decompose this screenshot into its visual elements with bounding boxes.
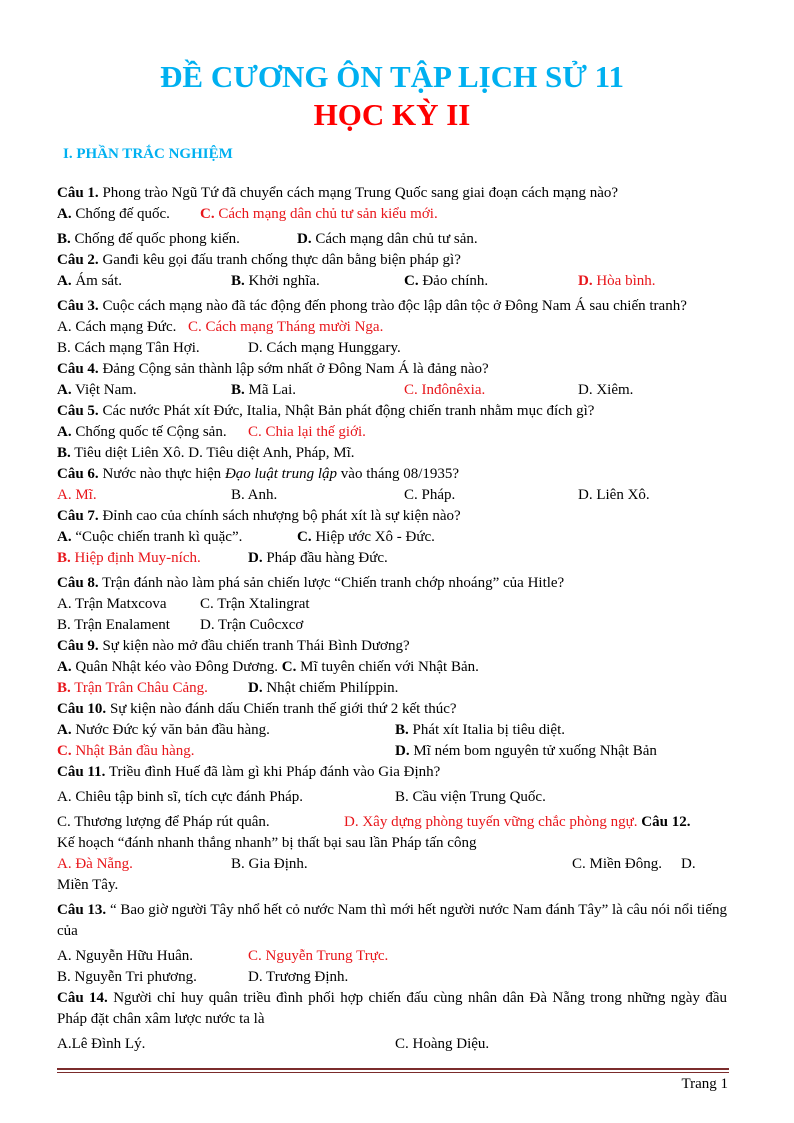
options-row	[57, 678, 727, 699]
option-c: C. Hiệp ước Xô - Đức.	[297, 529, 435, 545]
option-b-answer: B. Hiệp định Muy-ních.	[57, 550, 201, 566]
question-6: Câu 6. Nước nào thực hiện Đạo luật trung lập vào tháng 08/1935?	[57, 466, 460, 482]
question-7: Câu 7. Đỉnh cao của chính sách nhượng bộ phát xít là sự kiện nào?	[57, 508, 461, 524]
options-row	[57, 548, 727, 569]
question-8: Câu 8. Trận đánh nào làm phá sản chiến lược “Chiến tranh chớp nhoáng” của Hitle?	[57, 575, 565, 591]
options-row	[57, 338, 727, 359]
option-a-answer: A. Mĩ.	[57, 487, 97, 503]
option-b: B. Phát xít Italia bị tiêu diệt.	[395, 722, 565, 738]
option-d-answer: D. Hòa bình.	[578, 273, 656, 289]
options-row	[57, 946, 727, 967]
option-c: C. Miền Đông.	[572, 856, 662, 872]
option-d: D. Trương Định.	[248, 969, 349, 985]
options-row	[57, 720, 727, 741]
option-b: B. Cách mạng Tân Hợi.	[57, 340, 200, 356]
question-9: Câu 9. Sự kiện nào mở đầu chiến tranh Thái Bình Dương?	[57, 638, 410, 654]
option-a-answer: A. Đà Nẵng.	[57, 856, 133, 872]
option-c: C. Pháp.	[404, 487, 456, 503]
option-a: A. “Cuộc chiến tranh kì quặc”.	[57, 529, 243, 545]
options-row	[57, 443, 727, 464]
option-a: A. Ám sát.	[57, 273, 123, 289]
option-d-prefix: D.	[681, 856, 696, 872]
option-d-text: Miền Tây.	[57, 877, 119, 893]
question-2: Câu 2. Ganđi kêu gọi đấu tranh chống thực dân bằng biện pháp gì?	[57, 252, 461, 268]
option-a: A. Cách mạng Đức.	[57, 319, 177, 335]
option-a: A. Chống đế quốc.	[57, 206, 170, 222]
option-b: B. Nguyễn Tri phương.	[57, 969, 197, 985]
option-b-answer: B. Trận Trân Châu Cảng.	[57, 680, 208, 696]
options-row	[57, 271, 727, 292]
question-14: Câu 14. Người chỉ huy quân triều đình phối hợp chiến đấu cùng nhân dân Đà Nẵng trong những ngày đầu Pháp đặt chân xâm lược nước ta là	[57, 990, 727, 1027]
question-5: Câu 5. Các nước Phát xít Đức, Italia, Nhật Bản phát động chiến tranh nhằm mục đích gì?	[57, 403, 595, 419]
option-d: D. Cách mạng Hunggary.	[248, 340, 401, 356]
question-3: Câu 3. Cuộc cách mạng nào đã tác động đến phong trào độc lập dân tộc ở Đông Nam Á sau chiến tranh?	[57, 298, 687, 314]
option-a: A.Lê Đình Lý.	[57, 1036, 146, 1052]
question-number: Câu 1.	[57, 185, 99, 201]
options-row	[57, 615, 727, 636]
question-11: Câu 11. Triều đình Huế đã làm gì khi Pháp đánh vào Gia Định?	[57, 764, 441, 780]
question-text: Phong trào Ngũ Tứ đã chuyển cách mạng Trung Quốc sang giai đoạn cách mạng nào?	[98, 185, 619, 201]
option-c-answer: C. Cách mạng dân chủ tư sản kiểu mới.	[200, 206, 438, 222]
question-4: Câu 4. Đảng Cộng sản thành lập sớm nhất ở Đông Nam Á là đảng nào?	[57, 361, 489, 377]
option-b: B. Anh.	[231, 487, 278, 503]
page-number: Trang 1	[681, 1076, 728, 1092]
options-row	[57, 787, 727, 808]
question-13: Câu 13. “ Bao giờ người Tây nhổ hết cỏ nước Nam thì mới hết người nước Nam đánh Tây” là câu nói nổi tiếng của	[57, 902, 727, 939]
question-1	[57, 183, 727, 204]
option-c-answer: C. Inđônêxia.	[404, 382, 486, 398]
option-d: D. Trận Cuôcxcơ	[200, 617, 304, 633]
option-d: D. Mĩ ném bom nguyên tử xuống Nhật Bản	[395, 743, 657, 759]
option-d: D. Pháp đầu hàng Đức.	[248, 550, 388, 566]
option-c: C. Đảo chính.	[404, 273, 489, 289]
options-row	[57, 229, 727, 250]
option-c: C. Trận Xtalingrat	[200, 596, 310, 612]
options-row	[57, 380, 727, 401]
option-a: A. Trận Matxcova	[57, 596, 167, 612]
options-row	[57, 204, 727, 225]
options-row	[57, 485, 727, 506]
option-d: D. Xiêm.	[578, 382, 634, 398]
options-row	[57, 527, 727, 548]
option-a: A. Việt Nam.	[57, 382, 137, 398]
option-a: A. Nước Đức ký văn bản đầu hàng.	[57, 722, 270, 738]
option-c-answer: C. Nhật Bản đầu hàng.	[57, 743, 195, 759]
document-title: ĐỀ CƯƠNG ÔN TẬP LỊCH SỬ 11	[160, 59, 624, 94]
option-c: C. Hoàng Diệu.	[395, 1036, 490, 1052]
option-d: D. Liên Xô.	[578, 487, 650, 503]
option-c: C. Thương lượng để Pháp rút quân.	[57, 814, 270, 830]
option-d: D. Cách mạng dân chủ tư sản.	[297, 231, 478, 247]
question-12: Kế hoạch “đánh nhanh thắng nhanh” bị thất bại sau lần Pháp tấn công	[57, 835, 477, 851]
option-a-c: A. Quân Nhật kéo vào Đông Dương. C. Mĩ tuyên chiến với Nhật Bản.	[57, 659, 479, 675]
options-row	[57, 422, 727, 443]
option-b: B. Gia Định.	[231, 856, 308, 872]
options-row	[57, 1034, 727, 1055]
option-b: B. Mã Lai.	[231, 382, 296, 398]
option-a: A. Chiêu tập binh sĩ, tích cực đánh Pháp.	[57, 789, 304, 805]
question-10: Câu 10. Sự kiện nào đánh dấu Chiến tranh thế giới thứ 2 kết thúc?	[57, 701, 457, 717]
options-row	[57, 812, 727, 833]
option-b: B. Khởi nghĩa.	[231, 273, 320, 289]
option-b: B. Cầu viện Trung Quốc.	[395, 789, 546, 805]
option-a: A. Chống quốc tế Cộng sản.	[57, 424, 227, 440]
option-c-answer: C. Cách mạng Tháng mười Nga.	[188, 319, 384, 335]
section-heading: I. PHẦN TRẮC NGHIỆM	[63, 146, 233, 162]
option-b: B. Trận Enalament	[57, 617, 170, 633]
option-b-d: B. Tiêu diệt Liên Xô. D. Tiêu diệt Anh, Pháp, Mĩ.	[57, 445, 355, 461]
footer-rule	[57, 1068, 729, 1073]
options-row	[57, 657, 727, 678]
option-c-answer: C. Nguyễn Trung Trực.	[248, 948, 389, 964]
document-subtitle: HỌC KỲ II	[313, 97, 471, 132]
options-row	[57, 317, 727, 338]
options-row	[57, 967, 727, 988]
option-b: B. Chống đế quốc phong kiến.	[57, 231, 240, 247]
option-d: D. Nhật chiếm Philíppin.	[248, 680, 399, 696]
options-row	[57, 741, 727, 762]
exam-page	[57, 58, 727, 1055]
options-row	[57, 875, 727, 896]
option-a: A. Nguyễn Hữu Huân.	[57, 948, 194, 964]
option-c-answer: C. Chia lại thế giới.	[248, 424, 366, 440]
options-row	[57, 594, 727, 615]
options-row	[57, 854, 727, 875]
option-d-answer-with-next: D. Xây dựng phòng tuyến vững chắc phòng ngự. Câu 12.	[344, 814, 691, 830]
